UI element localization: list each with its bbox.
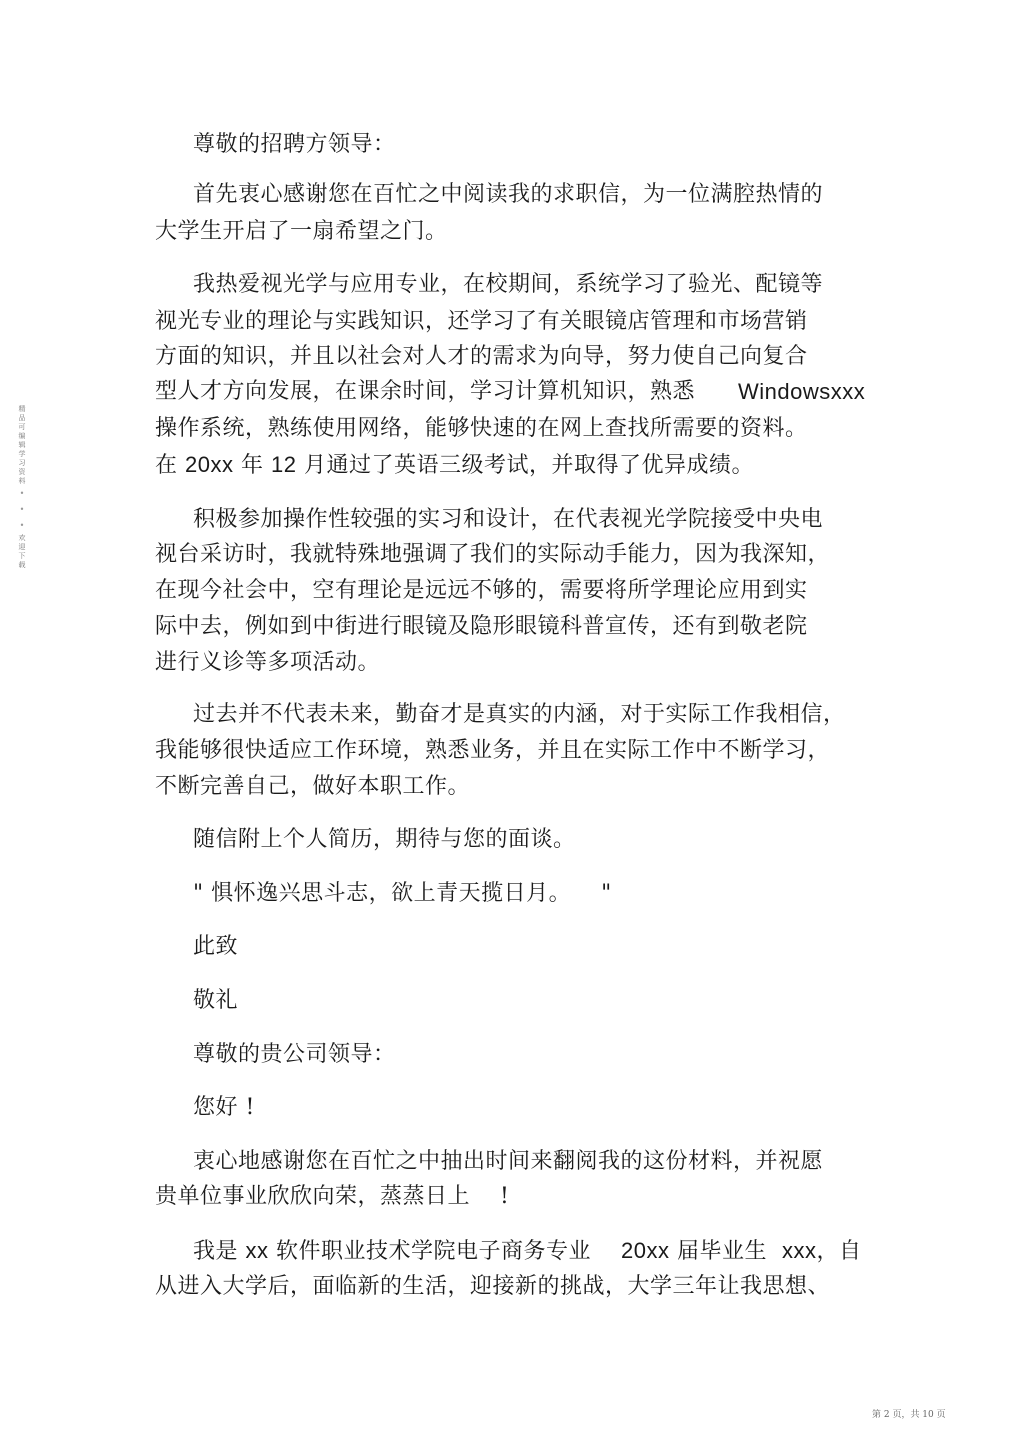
letter2-salutation: 尊敬的贵公司领导：: [193, 1042, 396, 1067]
text-fragment: xx: [245, 1238, 269, 1263]
paragraph-2-line-3: 方面的知识，并且以社会对人才的需求为向导，努力使自己向复合: [155, 344, 808, 369]
paragraph-4-line-1: 过去并不代表未来，勤奋才是真实的内涵，对于实际工作我相信，: [193, 702, 846, 727]
paragraph-3-line-1: 积极参加操作性较强的实习和设计，在代表视光学院接受中央电: [193, 507, 824, 532]
paragraph-2-line-4: [155, 374, 866, 410]
text-fragment: 20xx: [185, 452, 234, 477]
paragraph-1-line-1: 首先衷心感谢您在百忙之中阅读我的求职信，为一位满腔热情的: [193, 182, 824, 207]
page-number-footer: 第 2 页，共 10 页: [872, 1410, 946, 1420]
paragraph-3-line-3: 在现今社会中，空有理论是远远不够的，需要将所学理论应用到实: [155, 578, 808, 603]
quote: " 惧怀逸兴思斗志，欲上青天揽日月。 ": [193, 881, 612, 906]
text-fragment: 我是: [193, 1239, 246, 1264]
closing-1: 此致: [193, 934, 239, 959]
paragraph-5: 随信附上个人简历，期待与您的面谈。: [193, 827, 576, 852]
text-fragment: ，自: [816, 1239, 862, 1264]
side-watermark-top: 精品可编辑学习资料: [18, 405, 26, 485]
paragraph-2-line-5: 操作系统，熟练使用网络，能够快速的在网上查找所需要的资料。: [155, 416, 808, 441]
paragraph-4-line-3: 不断完善自己，做好本职工作。: [155, 774, 471, 799]
text-fragment: 年: [233, 453, 271, 478]
letter2-paragraph-2-line-1: [193, 1233, 861, 1270]
text-fragment: 届毕业生: [669, 1239, 782, 1264]
paragraph-2-line-2: 视光专业的理论与实践知识，还学习了有关眼镜店管理和市场营销: [155, 309, 808, 334]
letter2-paragraph-2-line-2: 从进入大学后，面临新的生活，迎接新的挑战，大学三年让我思想、: [155, 1274, 831, 1299]
text-fragment: 20xx: [620, 1238, 670, 1263]
text-fragment: xxx: [781, 1238, 817, 1263]
closing-2: 敬礼: [193, 988, 239, 1013]
text-fragment: 月通过了英语三级考试，并取得了优异成绩。: [296, 453, 754, 478]
text-fragment: 在: [155, 453, 185, 478]
paragraph-2-line-4-text: 型人才方向发展，在课余时间，学习计算机知识，熟悉: [155, 379, 696, 404]
side-dot-icon: •: [19, 489, 25, 498]
letter2-paragraph-1-line-1: 衷心地感谢您在百忙之中抽出时间来翻阅我的这份材料，并祝愿: [193, 1149, 824, 1174]
text-fragment: 12: [270, 452, 297, 477]
paragraph-2-line-1: 我热爱视光学与应用专业，在校期间，系统学习了验光、配镜等: [193, 272, 824, 297]
paragraph-2-line-4-windows: Windowsxxx: [738, 379, 866, 404]
letter2-greeting: 您好 !: [193, 1095, 255, 1120]
side-watermark-bottom: 欢迎下载: [18, 534, 26, 569]
paragraph-4-line-2: 我能够很快适应工作环境，熟悉业务，并且在实际工作中不断学习，: [155, 738, 831, 763]
paragraph-1-line-2: 大学生开启了一扇希望之门。: [155, 219, 448, 244]
text-fragment: 软件职业技术学院电子商务专业: [268, 1239, 621, 1264]
side-dot-icon: •: [19, 505, 25, 514]
salutation: 尊敬的招聘方领导：: [193, 132, 396, 157]
side-dot-icon: •: [19, 521, 25, 530]
side-watermark: [16, 405, 28, 570]
paragraph-3-line-4: 际中去，例如到中街进行眼镜及隐形眼镜科普宣传，还有到敬老院: [155, 614, 808, 639]
letter2-paragraph-1-line-2: 贵单位事业欣欣向荣，蒸蒸日上 !: [155, 1184, 510, 1209]
paragraph-2-line-6: [155, 447, 754, 484]
paragraph-3-line-5: 进行义诊等多项活动。: [155, 650, 381, 675]
paragraph-3-line-2: 视台采访时，我就特殊地强调了我们的实际动手能力，因为我深知，: [155, 542, 831, 567]
